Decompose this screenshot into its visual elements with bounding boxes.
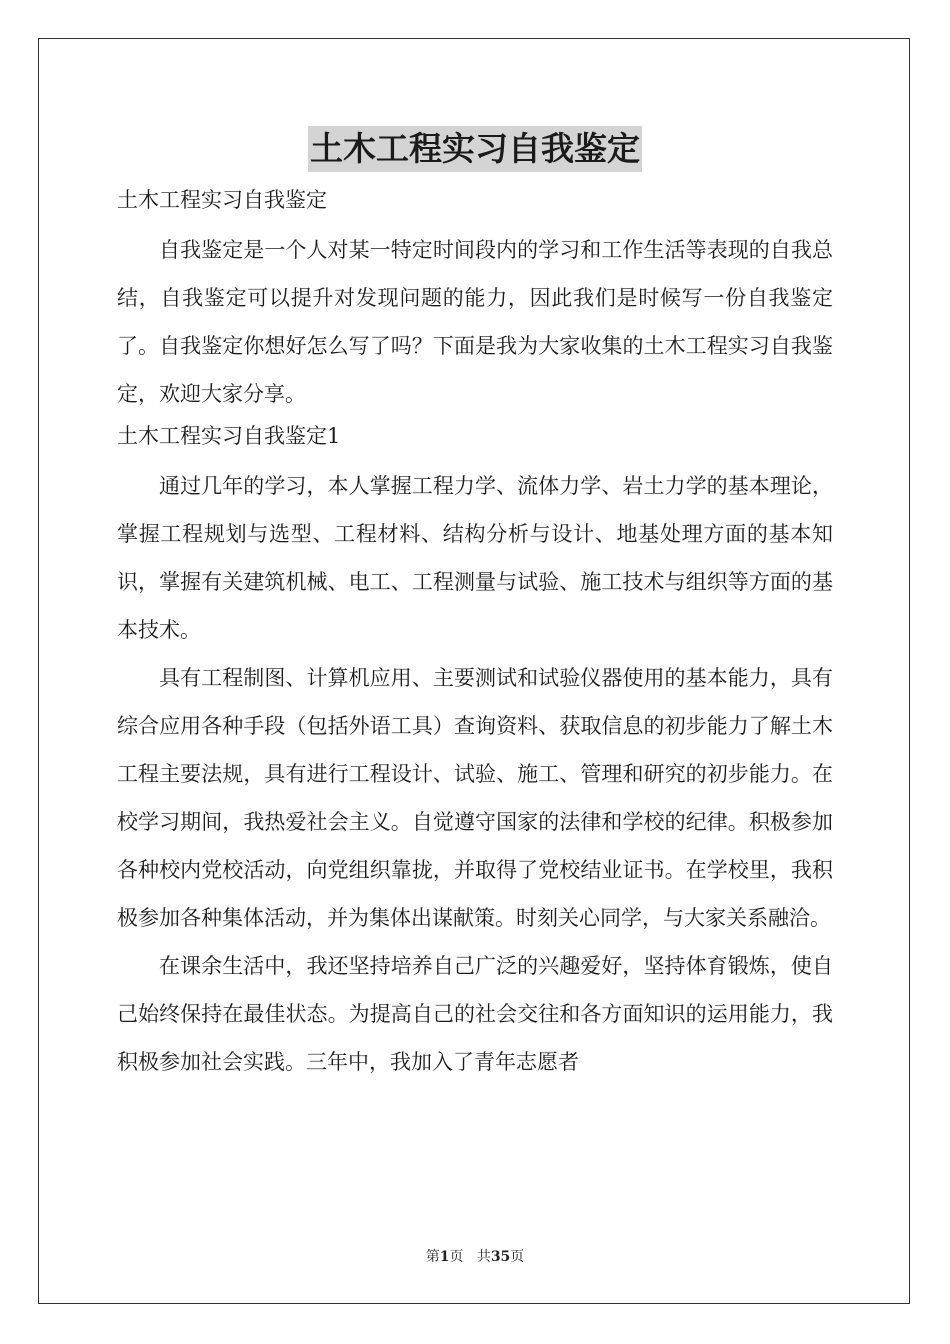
page-number: 1 [439, 1249, 450, 1265]
intro-paragraph: 自我鉴定是一个人对某一特定时间段内的学习和工作生活等表现的自我总结，自我鉴定可以提升对发现问题的能力，因此我们是时候写一份自我鉴定了。自我鉴定你想好怎么写了吗？下面是我为大家收集的土木工程实习自我鉴定，欢迎大家分享。 [117, 238, 833, 406]
total-prefix: 共 [476, 1249, 491, 1265]
title-wrap [0, 126, 950, 172]
body-paragraph-1: 通过几年的学习，本人掌握工程力学、流体力学、岩土力学的基本理论，掌握工程规划与选型、工程材料、结构分析与设计、地基处理方面的基本知识，掌握有关建筑机械、电工、工程测量与试验、施工技术与组织等方面的基本技术。 [117, 474, 833, 642]
body-paragraph-3: 在课余生活中，我还坚持培养自己广泛的兴趣爱好，坚持体育锻炼，使自己始终保持在最佳状态。为提高自己的社会交往和各方面知识的运用能力，我积极参加社会实践。三年中，我加入了青年志愿者 [117, 954, 833, 1074]
body-paragraph-2: 具有工程制图、计算机应用、主要测试和试验仪器使用的基本能力，具有综合应用各种手段（包括外语工具）查询资料、获取信息的初步能力了解土木工程主要法规，具有进行工程设计、试验、施工、管理和研究的初步能力。在校学习期间，我热爱社会主义。自觉遵守国家的法律和学校的纪律。积极参加各种校内党校活动，向党组织靠拢，并取得了党校结业证书。在学校里，我积极参加各种集体活动，并为集体出谋献策。时刻关心同学，与大家关系融洽。 [117, 666, 833, 930]
total-suffix: 页 [510, 1249, 525, 1265]
document-subtitle: 土木工程实习自我鉴定 [117, 188, 327, 212]
page-footer [0, 1248, 950, 1266]
page-prefix: 第 [425, 1249, 440, 1265]
document-body [117, 180, 833, 1086]
total-pages: 35 [490, 1249, 511, 1265]
page-suffix: 页 [449, 1249, 464, 1265]
document-title: 土木工程实习自我鉴定 [308, 126, 642, 172]
section-heading: 土木工程实习自我鉴定1 [117, 424, 341, 448]
